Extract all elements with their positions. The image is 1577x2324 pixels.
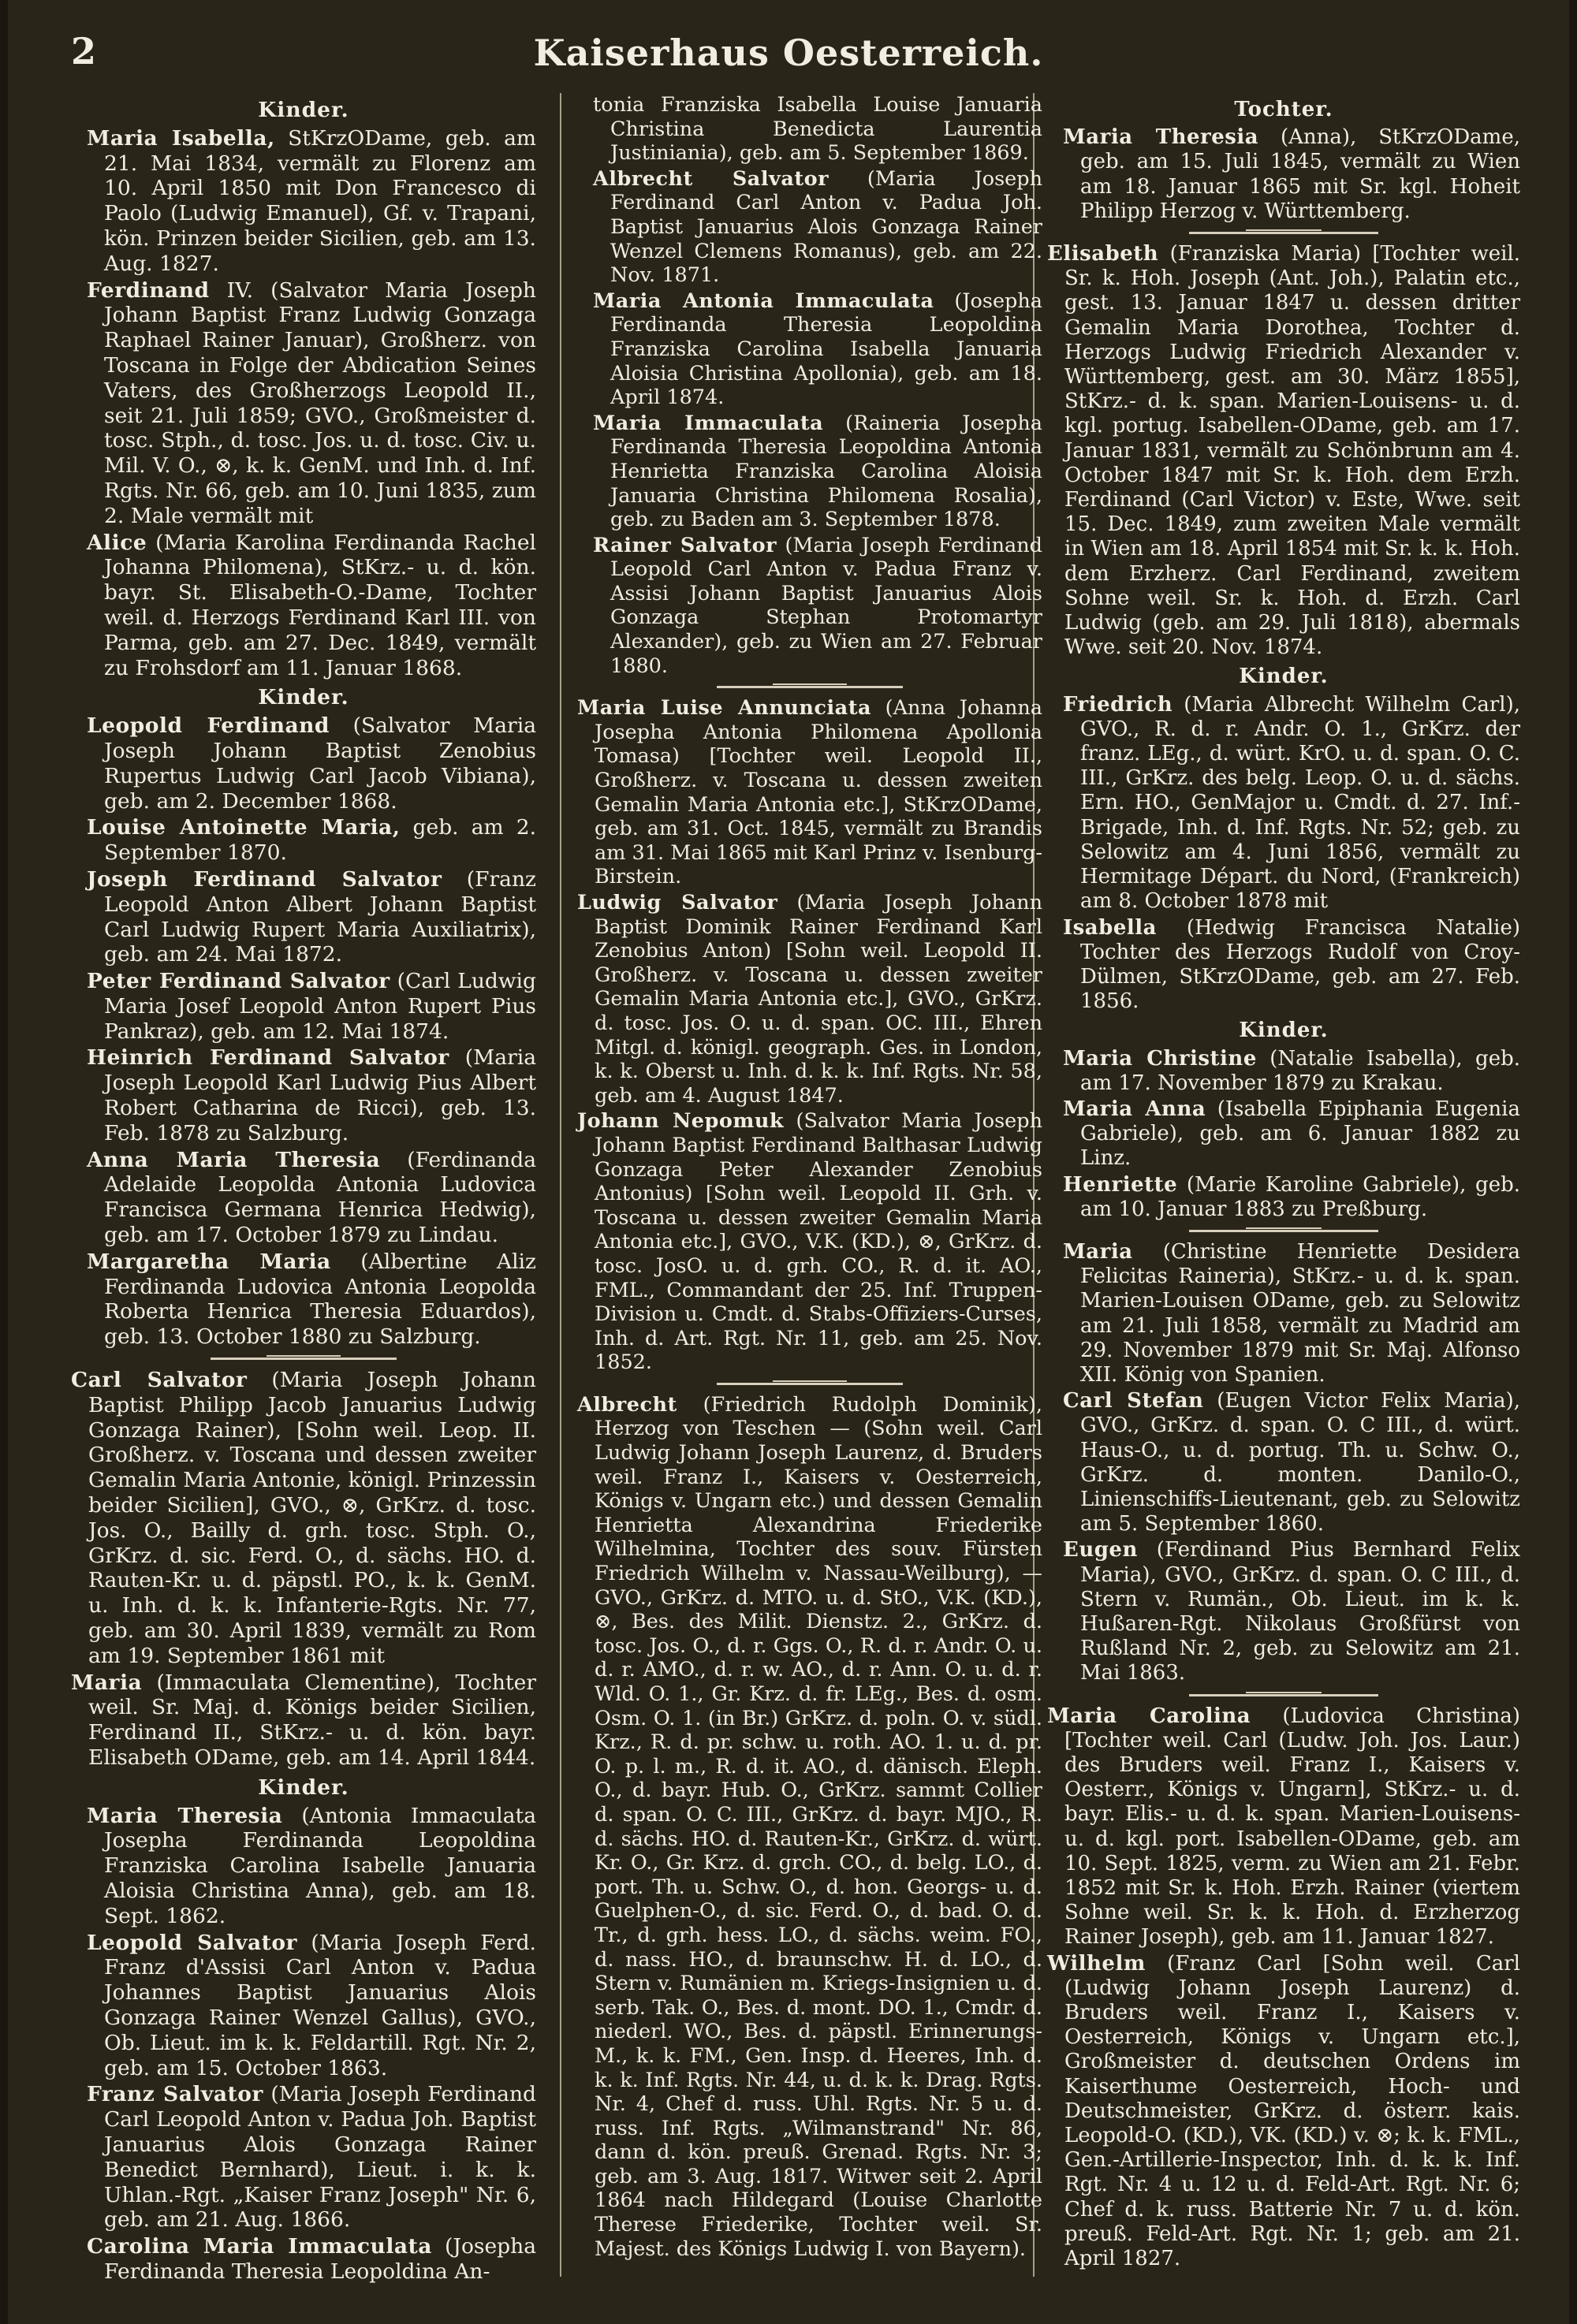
section-divider — [717, 1383, 903, 1385]
genealogy-entry — [1047, 1538, 1520, 1685]
person-name: Maria Christine — [1063, 1046, 1257, 1071]
genealogy-entry — [577, 1109, 1042, 1375]
person-name: Franz Salvator — [87, 2082, 263, 2107]
genealogy-entry — [71, 1804, 536, 1929]
genealogy-entry — [577, 1393, 1042, 2261]
person-name: Louise Antoinette Maria, — [87, 815, 401, 840]
person-name: Elisabeth — [1047, 242, 1159, 266]
entry-text: StKrzODame, geb. am 21. Mai 1834, vermält zu Florenz am 10. April 1850 mit Don Francesco di Paolo (Ludwig Emanuel), Gf. v. Trapani, kön. Prinzen beider Sicilien, geb. am 13. Aug. 1827. — [104, 125, 536, 276]
entry-text: (Carl Ludwig Maria Josef Leopold Anton Rupert Pius Pankraz), geb. am 12. Mai 1874. — [104, 969, 536, 1044]
genealogy-entry — [1047, 1389, 1520, 1536]
person-name: Maria Anna — [1063, 1097, 1206, 1121]
text-column-3 — [1047, 93, 1520, 2273]
genealogy-entry — [1047, 1097, 1520, 1171]
section-heading: Kinder. — [1239, 665, 1329, 689]
genealogy-entry — [71, 969, 536, 1044]
person-name: Maria — [71, 1670, 143, 1695]
genealogy-entry — [71, 278, 536, 529]
section-heading: Kinder. — [258, 1775, 349, 1800]
entry-text: (Maria Joseph Ferd. Franz d'Assisi Carl Anton v. Padua Johannes Baptist Januarius Alois Gonzaga Rainer Wenzel Gallus), GVO., Ob. Lieut. im k. k. Feldartill. Rgt. Nr. 2, geb. am 15. October 1863. — [104, 1930, 536, 2080]
person-name: Johann Nepomuk — [577, 1109, 785, 1134]
genealogy-entry — [577, 93, 1042, 166]
person-name: Henriette — [1063, 1172, 1178, 1197]
genealogy-entry — [1047, 1704, 1520, 1950]
entry-text: (Maria Joseph Ferdinand Leopold Carl Anton v. Padua Franz v. Assisi Johann Baptist Januarius Alois Gonzaga Stephan Protomartyr Alexander), geb. zu Wien am 27. Februar 1880. — [610, 533, 1042, 678]
section-heading: Tochter. — [1234, 98, 1333, 121]
entry-text: (Josepha Ferdinanda Theresia Leopoldina An- — [104, 2234, 537, 2284]
entry-text: (Maria Karolina Ferdinanda Rachel Johanna Philomena), StKrz.- u. d. kön. bayr. St. Elisabeth-O.-Dame, Tochter weil. d. Herzogs Ferdinand Karl III. von Parma, geb. am 27. Dec. 1849, vermält zu Frohsdorf am 11. Januar 1868. — [104, 530, 536, 680]
person-name: Margaretha Maria — [87, 1249, 331, 1274]
genealogy-entry — [1047, 242, 1520, 660]
entry-text: (Isabella Epiphania Eugenia Gabriele), geb. am 6. Januar 1882 zu Linz. — [1080, 1097, 1520, 1171]
genealogy-entry — [71, 713, 536, 814]
section-divider — [211, 1358, 397, 1360]
entry-text: tonia Franziska Isabella Louise Januaria Christina Benedicta Laurentia Justiniania), geb. am 5. September 1869. — [593, 93, 1042, 166]
entry-text: (Ludovica Christina) [Tochter weil. Carl (Ludw. Joh. Jos. Laur.) des Bruders weil. Franz I., Kaisers v. Oesterr., Königs v. Ungarn], StKrz.- u. d. bayr. Elis.- u. d. k. span. Marien-Louisens- u. d. kgl. port. Isabellen-ODame, geb. am 10. Sept. 1825, verm. zu Wien am 21. Febr. 1852 mit Sr. k. Hoh. Erzh. Rainer (viertem Sohne weil. Sr. k. k. Hoh. d. Erzherzog Rainer Joseph), geb. am 11. Januar 1827. — [1064, 1704, 1520, 1950]
genealogy-entry — [71, 126, 536, 277]
genealogy-entry — [71, 1045, 536, 1145]
entry-text: (Christine Henriette Desidera Felicitas Raineria), StKrz.- u. d. k. span. Marien-Louisen ODame, geb. zu Selowitz am 21. Juli 1858, vermält zu Madrid am 29. November 1879 mit Sr. Maj. Alfonso XII. König von Spanien. — [1080, 1239, 1520, 1387]
genealogy-entry — [577, 289, 1042, 410]
entry-text: (Anna Johanna Josepha Antonia Philomena Apollonia Tomasa) [Tochter weil. Leopold II., Großherz. v. Toscana u. dessen zweiten Gemalin Maria Antonia etc.], StKrzODame, geb. am 31. Oct. 1845, vermält zu Brandis am 31. Mai 1865 mit Karl Prinz v. Isenburg-Birstein. — [595, 696, 1042, 889]
column-rule — [560, 93, 561, 2277]
genealogy-entry — [71, 2234, 536, 2285]
entry-text: (Maria Joseph Johann Baptist Dominik Rainer Ferdinand Karl Zenobius Anton) [Sohn weil. Leopold II. Großherz. v. Toscana u. dessen zweiter Gemalin Maria Antonia etc.], GVO., GrKrz. d. tosc. Jos. O. u. d. span. OC. III., Ehren Mitgl. d. königl. geograph. Ges. in London, k. k. Oberst u. Inh. d. k. k. Inf. Rgts. Nr. 58, geb. am 4. August 1847. — [595, 891, 1043, 1108]
person-name: Maria Luise Annunciata — [577, 696, 871, 721]
entry-text: (Marie Karoline Gabriele), geb. am 10. Januar 1883 zu Preßburg. — [1080, 1172, 1520, 1221]
entry-text: (Friedrich Rudolph Dominik), Herzog von Teschen — (Sohn weil. Carl Ludwig Johann Joseph Laurenz, d. Bruders weil. Franz I., Kaisers v. Oesterreich, Königs v. Ungarn etc.) und dessen Gemalin Henrietta Alexandrina Friederike Wilhelmina, Tochter des souv. Fürsten Friedrich Wilhelm v. Nassau-Weilburg), — GVO., GrKrz. d. MTO. u. d. StO., V.K. (KD.), ⊗, Bes. des Milit. Dienstz. 2., GrKrz. d. tosc. Jos. O., d. r. Ggs. O., R. d. r. Andr. O. u. d. r. AMO., d. r. w. AO., d. r. Ann. O. u. d. r. Wld. O. 1., Gr. Krz. d. fr. LEg., Bes. d. osm. Osm. O. 1. (in Br.) GrKrz. d. poln. O. v. südl. Krz., R. d. pr. schw. u. roth. AO. 1. u. d. pr. O. p. l. m., R. d. it. AO., d. dänisch. Eleph. O., d. bayr. Hub. O., GrKrz. sammt Collier d. span. O. C. III., GrKrz. d. bayr. MJO., R. d. sächs. HO. d. Rauten-Kr., GrKrz. d. würt. Kr. O., Gr. Krz. d. grch. CO., d. belg. LO., d. port. Th. u. Schw. O., d. hon. Georgs- u. d. Guelphen-O., d. sic. Ferd. O., d. bad. O. d. Tr., d. grh. hess. LO., d. sächs. weim. FO., d. nass. HO., d. braunschw. H. d. LO., d. Stern v. Rumänien m. Kriegs-Insignien u. d. serb. Tak. O., Bes. d. mont. DO. 1., Cmdr. d. niederl. WO., Bes. d. päpstl. Erinnerungs-M., k. k. FM., Gen. Insp. d. Heeres, Inh. d. k. k. Inf. Rgts. Nr. 44, u. d. k. k. Drag. Rgts. Nr. 4, Chef d. russ. Uhl. Rgts. Nr. 5 u. d. russ. Inf. Rgts. „Wilmanstrand" Nr. 86, dann d. kön. preuß. Grenad. Rgts. Nr. 3; geb. am 3. Aug. 1817. Witwer seit 2. April 1864 nach Hildegard (Louise Charlotte Therese Friederike, Tochter weil. Sr. Majest. des Königs Ludwig I. von Bayern). — [595, 1392, 1042, 2261]
genealogy-entry — [1047, 1952, 1520, 2272]
person-name: Maria Immaculata — [593, 411, 824, 435]
person-name: Ludwig Salvator — [577, 891, 778, 914]
entry-text: (Franziska Maria) [Tochter weil. Sr. k. Hoh. Joseph (Ant. Joh.), Palatin etc., gest. 13. Januar 1847 u. dessen dritter Gemalin Maria Dorothea, Tochter d. Herzogs Ludwig Friedrich Alexander v. Württemberg, gest. am 30. März 1855], StKrz.- d. k. span. Marien-Louisens- u. d. kgl. portug. Isabellen-ODame, geb. am 17. Januar 1831, vermält zu Schönbrunn am 4. October 1847 mit Sr. k. Hoh. dem Erzh. Ferdinand (Carl Victor) v. Este, Wwe. seit 15. Dec. 1849, zum zweiten Male vermält in Wien am 18. April 1854 mit Sr. k. k. Hoh. dem Erzherz. Carl Ferdinand, zweitem Sohne weil. Sr. k. Hoh. d. Erzh. Carl Ludwig (geb. am 29. Juli 1818), abermals Wwe. seit 20. Nov. 1874. — [1064, 242, 1520, 660]
genealogy-entry — [71, 1931, 536, 2081]
entry-text: geb. am 2. September 1870. — [104, 815, 537, 866]
entry-text: (Immaculata Clementine), Tochter weil. Sr. Maj. d. Königs beider Sicilien, Ferdinand II., StKrz.- u. d. kön. bayr. Elisabeth ODame, geb. am 14. April 1844. — [88, 1670, 536, 1770]
entry-text: (Raineria Josepha Ferdinanda Theresia Leopoldina Antonia Henrietta Franziska Carolina Aloisia Januaria Christina Philomena Rosalia), geb. zu Baden am 3. September 1878. — [610, 411, 1042, 532]
section-heading: Kinder. — [258, 685, 349, 710]
entry-text: (Maria Joseph Ferdinand Carl Anton v. Padua Joh. Baptist Januarius Alois Gonzaga Rainer Wenzel Clemens Romanus), geb. am 22. Nov. 1871. — [610, 166, 1042, 288]
entry-text: (Antonia Immaculata Josepha Ferdinanda Leopoldina Franziska Carolina Isabelle Januaria Aloisia Christina Anna), geb. am 18. Sept. 1862. — [104, 1803, 536, 1928]
genealogy-entry — [71, 1250, 536, 1350]
entry-text: (Maria Joseph Johann Baptist Philipp Jacob Januarius Ludwig Gonzaga Rainer), [Sohn weil. Leop. II. Großherz. v. Toscana und dessen zweiter Gemalin Maria Antonie, königl. Prinzessin beider Sicilien], GVO., ⊗, GrKrz. d. tosc. Jos. O., Bailly d. grh. tosc. Stph. O., GrKrz. d. sic. Ferd. O., d. sächs. HO. d. Rauten-Kr. u. d. päpstl. PO., k. k. GenM. u. Inh. d. k. k. Infanterie-Rgts. Nr. 77, geb. am 30. April 1839, vermält zu Rom am 19. September 1861 mit — [88, 1368, 536, 1668]
person-name: Alice — [87, 530, 147, 555]
person-name: Anna Maria Theresia — [87, 1147, 381, 1172]
person-name: Isabella — [1063, 915, 1157, 940]
entry-text: (Salvator Maria Joseph Johann Baptist Ferdinand Balthasar Ludwig Gonzaga Peter Alexander Zenobius Antonius) [Sohn weil. Leopold II. Grh. v. Toscana u. dessen zweiter Gemalin Maria Antonia etc.], GVO., V.K. (KD.), ⊗, GrKrz. d. tosc. JosO. u. d. grh. CO., R. d. it. AO., FML., Commandant der 25. Inf. Truppen-Division u. Cmdt. d. Stabs-Offiziers-Curses, Inh. d. Art. Rgt. Nr. 11, geb. am 25. Nov. 1852. — [595, 1109, 1042, 1375]
genealogy-entry — [577, 534, 1042, 679]
person-name: Ferdinand — [87, 277, 210, 303]
person-name: Eugen — [1063, 1538, 1138, 1562]
entry-text: IV. (Salvator Maria Joseph Johann Baptist Franz Ludwig Gonzaga Raphael Rainer Januar), Großherz. von Toscana in Folge der Abdication Seines Vaters, des Großherzogs Leopold II., seit 21. Juli 1859; GVO., Großmeister d. tosc. Stph., d. tosc. Jos. u. d. tosc. Civ. u. Mil. V. O., ⊗, k. k. GenM. und Inh. d. Inf. Rgts. Nr. 66, geb. am 10. Juni 1835, zum 2. Male vermält mit — [104, 277, 536, 528]
person-name: Maria Antonia Immaculata — [593, 289, 934, 313]
section-heading: Kinder. — [1239, 1019, 1329, 1043]
person-name: Maria Theresia — [87, 1803, 283, 1828]
entry-text: (Ferdinanda Adelaide Leopolda Antonia Ludovica Francisca Germana Henrica Hedwig), geb. am 17. October 1879 zu Lindau. — [104, 1147, 536, 1248]
genealogy-entry — [71, 531, 536, 681]
genealogy-entry — [577, 891, 1042, 1108]
entry-text: (Hedwig Francisca Natalie) Tochter des Herzogs Rudolf von Croy-Dülmen, StKrzODame, geb. am 27. Feb. 1856. — [1080, 915, 1520, 1014]
page-number: 2 — [71, 30, 97, 73]
section-divider — [1189, 1230, 1378, 1232]
entry-text: (Franz Leopold Anton Albert Johann Baptist Carl Ludwig Rupert Maria Auxiliatrix), geb. am 24. Mai 1872. — [104, 866, 536, 967]
person-name: Albrecht Salvator — [593, 166, 830, 191]
entry-text: (Maria Joseph Leopold Karl Ludwig Pius Albert Robert Catharina de Ricci), geb. 13. Feb. 1878 zu Salzburg. — [104, 1045, 537, 1145]
person-name: Carl Salvator — [71, 1368, 248, 1393]
entry-text: (Albertine Aliz Ferdinanda Ludovica Antonia Leopolda Roberta Henrica Theresia Eduardos), geb. 13. October 1880 zu Salzburg. — [104, 1249, 536, 1350]
person-name: Leopold Salvator — [87, 1930, 297, 1955]
genealogy-entry — [1047, 125, 1520, 224]
genealogy-entry — [71, 1368, 536, 1669]
section-divider — [717, 686, 903, 688]
text-column-2 — [577, 93, 1042, 2263]
genealogy-entry — [71, 2082, 536, 2233]
person-name: Leopold Ferdinand — [87, 713, 330, 739]
entry-text: (Salvator Maria Joseph Johann Baptist Zenobius Rupertus Ludwig Carl Jacob Vibiana), geb. am 2. December 1868. — [104, 713, 536, 814]
person-name: Maria — [1063, 1239, 1133, 1264]
genealogy-entry — [71, 867, 536, 967]
entry-text: (Maria Joseph Ferdinand Carl Leopold Anton v. Padua Joh. Baptist Januarius Alois Gonzaga Rainer Benedict Bernhard), Lieut. i. k. k. Uhlan.-Rgt. „Kaiser Franz Joseph" Nr. 6, geb. am 21. Aug. 1866. — [104, 2082, 537, 2233]
genealogy-entry — [71, 1670, 536, 1771]
text-column-1 — [71, 93, 536, 2286]
entry-text: (Anna), StKrzODame, geb. am 15. Juli 1845, vermält zu Wien am 18. Januar 1865 mit Sr. kgl. Hoheit Philipp Herzog v. Württemberg. — [1080, 125, 1520, 223]
person-name: Carl Stefan — [1063, 1389, 1204, 1413]
entry-text: (Eugen Victor Felix Maria), GVO., GrKrz. d. span. O. C III., d. würt. Haus-O., u. d. portug. Th. u. Schw. O., GrKrz. d. monten. Danilo-O., Linienschiffs-Lieutenant, geb. zu Selowitz am 5. September 1860. — [1080, 1389, 1520, 1536]
entry-text: (Josepha Ferdinanda Theresia Leopoldina Franziska Carolina Isabella Januaria Aloisia Christina Apollonia), geb. am 18. April 1874. — [610, 289, 1042, 410]
genealogy-entry — [1047, 1240, 1520, 1387]
person-name: Heinrich Ferdinand Salvator — [87, 1045, 449, 1071]
genealogy-entry — [71, 815, 536, 866]
genealogy-entry — [577, 412, 1042, 532]
section-divider — [1189, 1694, 1378, 1696]
entry-text: (Ferdinand Pius Bernhard Felix Maria), GVO., GrKrz. d. span. O. C III., d. Stern v. Rumän., Ob. Lieut. im k. k. Hußaren-Rgt. Nikolaus Großfürst von Rußland Nr. 2, geb. zu Selowitz am 21. Mai 1863. — [1080, 1538, 1520, 1685]
genealogy-entry — [1047, 916, 1520, 1015]
person-name: Albrecht — [577, 1392, 677, 1417]
person-name: Carolina Maria Immaculata — [87, 2234, 432, 2259]
person-name: Friedrich — [1063, 692, 1173, 717]
person-name: Maria Isabella, — [87, 125, 275, 151]
person-name: Wilhelm — [1047, 1951, 1146, 1976]
running-head-title: Kaiserhaus Oesterreich. — [533, 32, 1044, 74]
genealogy-entry — [71, 1148, 536, 1248]
person-name: Maria Carolina — [1047, 1704, 1251, 1728]
genealogy-entry — [1047, 1047, 1520, 1096]
person-name: Maria Theresia — [1063, 125, 1259, 150]
section-divider — [1189, 232, 1378, 234]
person-name: Rainer Salvator — [593, 533, 777, 557]
section-heading: Kinder. — [258, 98, 349, 122]
person-name: Joseph Ferdinand Salvator — [87, 866, 442, 892]
person-name: Peter Ferdinand Salvator — [87, 969, 390, 994]
entry-text: (Franz Carl [Sohn weil. Carl (Ludwig Johann Joseph Laurenz) d. Bruders weil. Franz I., Kaisers v. Oesterreich, Königs v. Ungarn etc.], Großmeister d. deutschen Ordens im Kaiserthume Oesterreich, Hoch- und Deutschmeister, GrKrz. d. österr. kais. Leopold-O. (KD.), VK. (KD.) v. ⊗; k. k. FML., Gen.-Artillerie-Inspector, Inh. d. k. k. Inf. Rgt. Nr. 4 u. 12 u. d. Feld-Art. Rgt. Nr. 6; Chef d. k. russ. Batterie Nr. 7 u. d. kön. preuß. Feld-Art. Rgt. Nr. 1; geb. am 21. April 1827. — [1064, 1951, 1520, 2271]
genealogy-entry — [1047, 1173, 1520, 1222]
document-page — [8, 0, 1569, 2324]
genealogy-entry — [1047, 693, 1520, 914]
entry-text: (Maria Albrecht Wilhelm Carl), GVO., R. d. r. Andr. O. 1., GrKrz. der franz. LEg., d. würt. KrO. u. d. span. O. C. III., GrKrz. des belg. Leop. O. u. d. sächs. Ern. HO., GenMajor u. Cmdt. d. 27. Inf.-Brigade, Inh. d. Inf. Rgts. Nr. 52; geb. zu Selowitz am 4. Juni 1856, vermält zu Hermitage Départ. du Nord, (Frankreich) am 8. October 1878 mit — [1080, 692, 1520, 914]
genealogy-entry — [577, 167, 1042, 288]
genealogy-entry — [577, 696, 1042, 889]
entry-text: (Natalie Isabella), geb. am 17. November 1879 zu Krakau. — [1080, 1046, 1520, 1095]
